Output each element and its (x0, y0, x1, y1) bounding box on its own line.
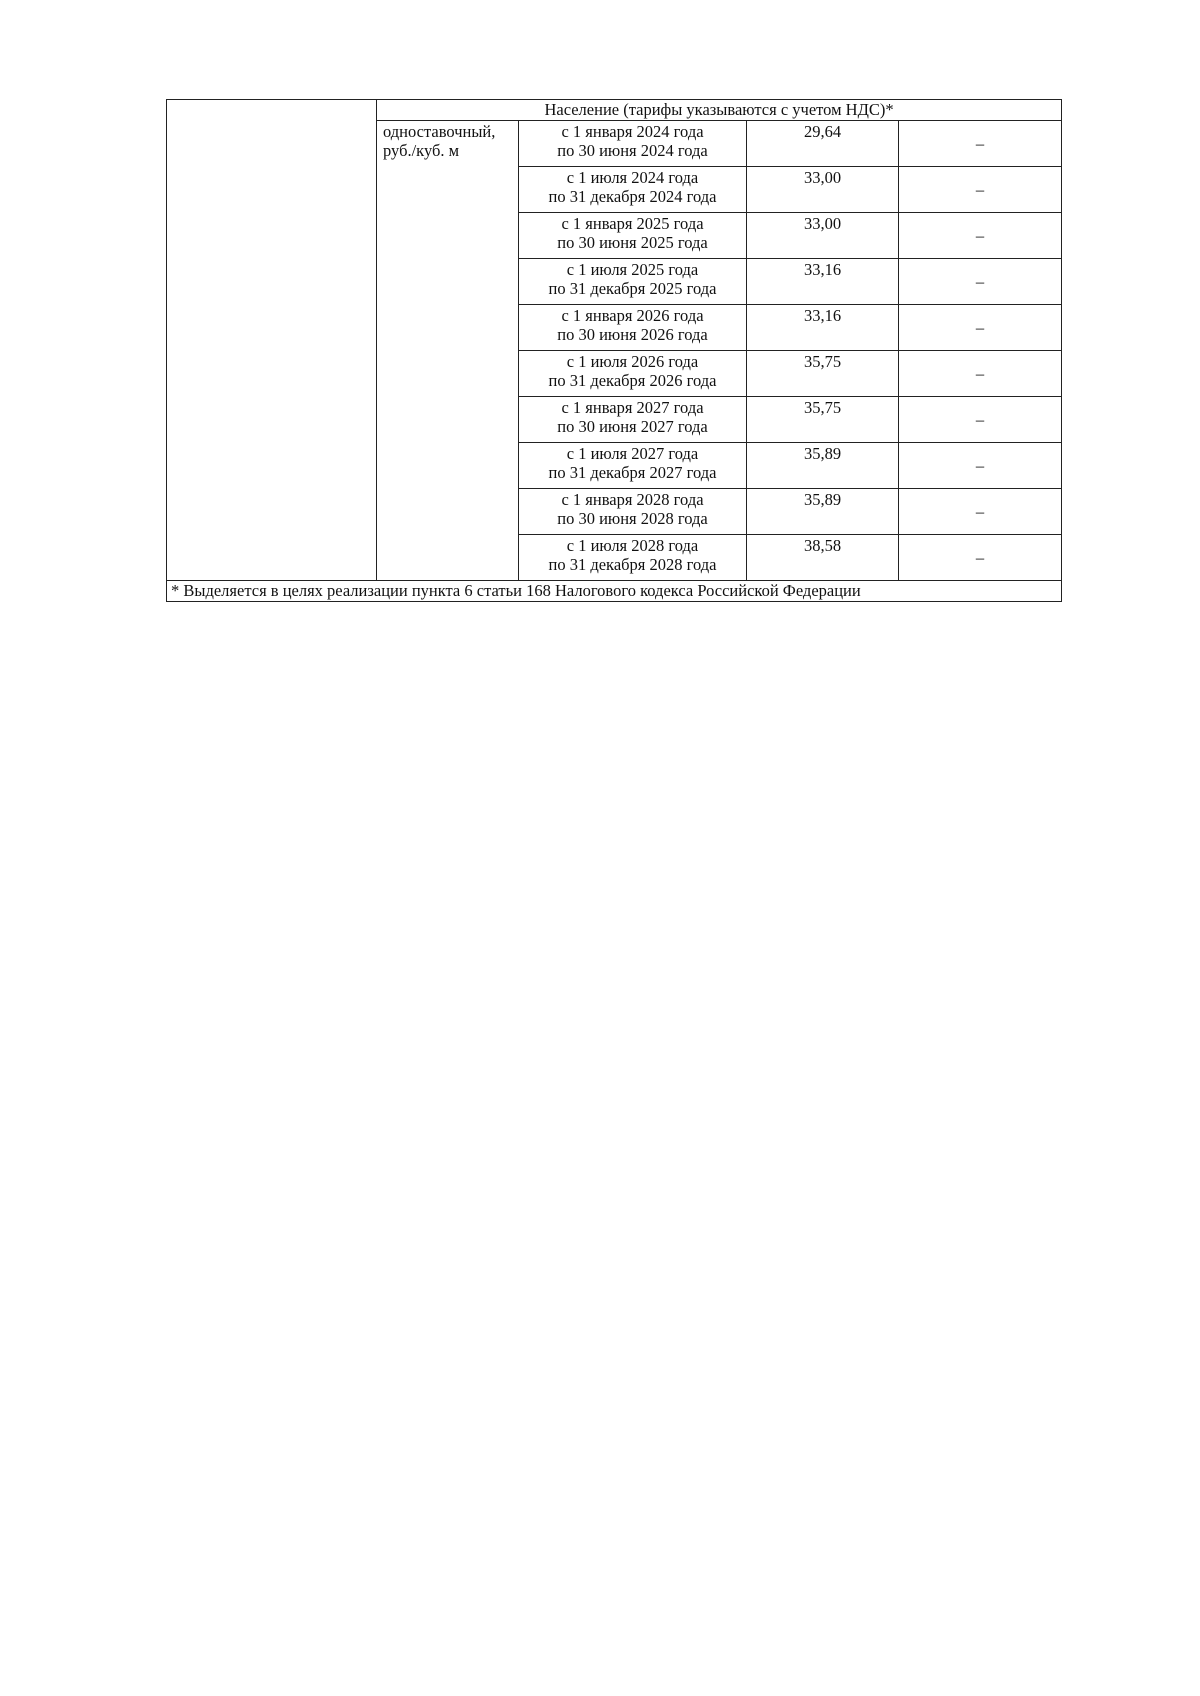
period-start: с 1 июля 2024 года (566, 168, 699, 187)
period-cell (519, 351, 747, 397)
empty-value-dash: – (899, 305, 1062, 351)
empty-value-dash: – (899, 259, 1062, 305)
period-end: по 30 июня 2026 года (557, 325, 708, 344)
empty-value-dash: – (899, 443, 1062, 489)
period-end: по 30 июня 2024 года (557, 141, 708, 160)
tariff-value: 33,16 (747, 259, 899, 305)
period-start: с 1 января 2028 года (561, 490, 704, 509)
tariff-value: 35,89 (747, 489, 899, 535)
tariff-value: 38,58 (747, 535, 899, 581)
period-cell (519, 305, 747, 351)
tariff-type-cell (377, 121, 519, 581)
empty-value-dash: – (899, 167, 1062, 213)
tariff-value: 33,00 (747, 167, 899, 213)
tariff-value: 35,89 (747, 443, 899, 489)
footnote-row (167, 581, 1062, 602)
tariff-value: 29,64 (747, 121, 899, 167)
tariff-type-unit: руб./куб. м (383, 141, 460, 160)
period-start: с 1 июля 2026 года (566, 352, 699, 371)
period-end: по 30 июня 2027 года (557, 417, 708, 436)
tariff-type-line: одноставочный, (383, 122, 496, 141)
period-start: с 1 января 2025 года (561, 214, 704, 233)
period-start: с 1 июля 2027 года (566, 444, 699, 463)
tariff-table (166, 99, 1062, 602)
period-cell (519, 259, 747, 305)
empty-value-dash: – (899, 121, 1062, 167)
tariff-value: 33,16 (747, 305, 899, 351)
period-cell (519, 489, 747, 535)
period-end: по 31 декабря 2026 года (548, 371, 717, 390)
period-start: с 1 января 2024 года (561, 122, 704, 141)
empty-value-dash: – (899, 213, 1062, 259)
period-cell (519, 121, 747, 167)
tariff-value: 35,75 (747, 397, 899, 443)
period-cell (519, 443, 747, 489)
tariff-value: 35,75 (747, 351, 899, 397)
period-cell (519, 535, 747, 581)
period-start: с 1 января 2027 года (561, 398, 704, 417)
period-start: с 1 июля 2025 года (566, 260, 699, 279)
empty-value-dash: – (899, 535, 1062, 581)
period-end: по 30 июня 2025 года (557, 233, 708, 252)
period-end: по 31 декабря 2028 года (548, 555, 717, 574)
period-cell (519, 397, 747, 443)
period-end: по 31 декабря 2025 года (548, 279, 717, 298)
group-header-row (167, 100, 1062, 121)
empty-value-dash: – (899, 489, 1062, 535)
empty-value-dash: – (899, 351, 1062, 397)
period-cell (519, 213, 747, 259)
blank-left-cell (167, 100, 377, 581)
tariff-value: 33,00 (747, 213, 899, 259)
period-cell (519, 167, 747, 213)
period-end: по 30 июня 2028 года (557, 509, 708, 528)
period-end: по 31 декабря 2027 года (548, 463, 717, 482)
period-start: с 1 июля 2028 года (566, 536, 699, 555)
group-header-cell: Население (тарифы указываются с учетом НДС)* (377, 100, 1062, 121)
period-start: с 1 января 2026 года (561, 306, 704, 325)
period-end: по 31 декабря 2024 года (548, 187, 717, 206)
footnote-text: * Выделяется в целях реализации пункта 6 статьи 168 Налогового кодекса Российской Федерации (167, 581, 1062, 602)
empty-value-dash: – (899, 397, 1062, 443)
